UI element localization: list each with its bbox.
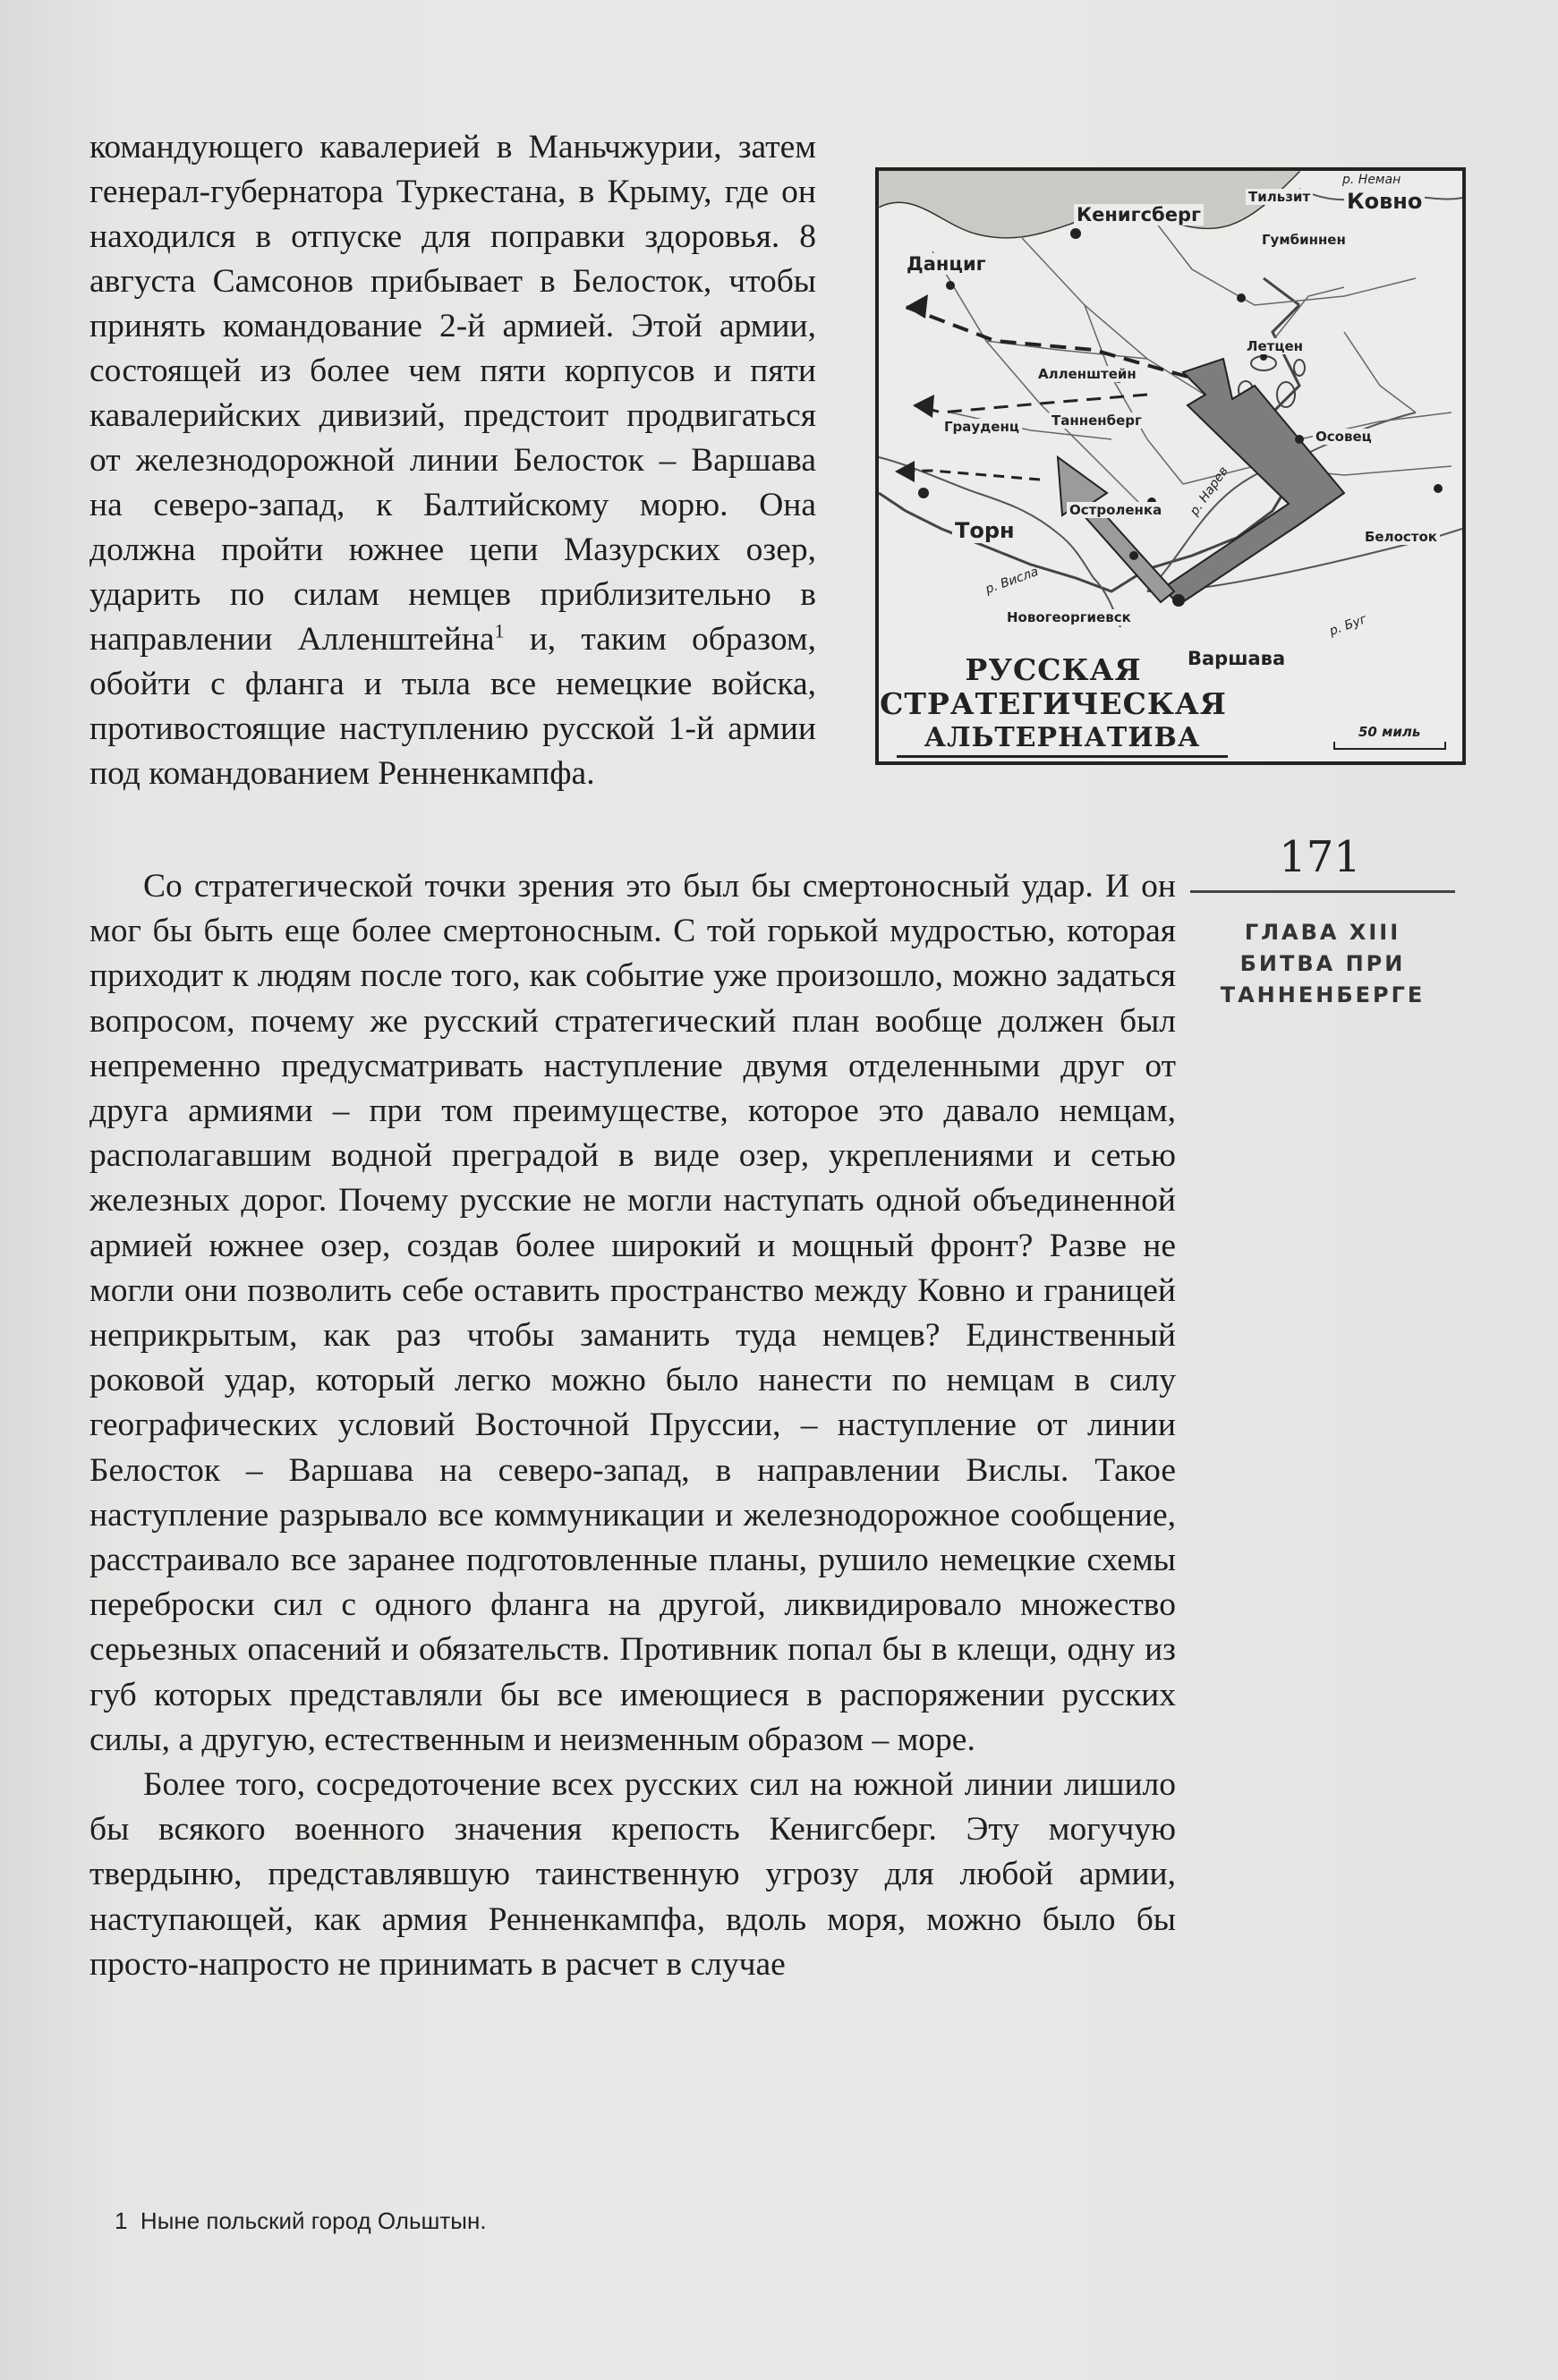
intro-text-continued: и, таким образом, обойти с фланга и тыла все немецкие войска, противостоящие наступлению русской 1-й армии под командованием Ренненкампфа. [89, 621, 816, 792]
body-paragraph: Более того, сосредоточение всех русских сил на южной линии лишило бы всякого военного значения крепость Кенигсберг. Эту могучую твердыню, представлявшую таинственную угрозу для любой армии, наступающей, как армия Ренненкампфа, вдоль моря, можно было бы просто-напросто не принимать в расчет в случае [89, 1766, 1176, 1983]
map-title-line-3: АЛЬТЕРНАТИВА [897, 722, 1228, 758]
map-label-warsaw: Варшава [1185, 648, 1288, 669]
map-label-tannenberg: Танненберг [1049, 412, 1145, 429]
map-title-line-1: РУССКАЯ [965, 652, 1142, 687]
map-title-line-2: СТРАТЕГИЧЕСКАЯ [880, 686, 1227, 721]
map-label-ostrolenka: Остроленка [1067, 502, 1164, 518]
intro-paragraph [89, 125, 816, 796]
map-scale-label: 50 миль [1358, 724, 1421, 740]
chapter-label: ГЛАВА XIII [1244, 920, 1401, 945]
map-label-danzig: Данциг [904, 253, 989, 275]
dashed-arrowhead-south [895, 461, 915, 482]
chapter-title-line-2: ТАННЕНБЕРГЕ [1220, 982, 1426, 1007]
body-text [89, 864, 1176, 1987]
dashed-arrowhead-middle [913, 395, 934, 418]
map-label-osovets: Осовец [1313, 429, 1375, 445]
map-scale-bar [1333, 742, 1446, 750]
chapter-title-line-1: БИТВА ПРИ [1239, 951, 1406, 976]
sidebar-rule [1190, 890, 1455, 893]
intro-text: командующего кавалерией в Маньчжурии, затем генерал-губернатора Туркестана, в Крыму, где он находился в отпуске для поправки здоровья. 8 августа Самсонов прибывает в Белосток, чтобы принять командование 2-й армией. Этой армии, состоящей из более чем пяти корпусов и пяти кавалерийских дивизий, предстоит продвигаться от железнодорожной линии Белосток – Варшава на северо-запад, к Балтийскому морю. Она должна пройти южнее цепи Мазурских озер, ударить по силам немцев приблизительно в направлении Алленштейна [89, 129, 816, 658]
map-label-torn: Торн [952, 518, 1017, 543]
map-label-graudenz: Грауденц [941, 419, 1022, 435]
map-label-tilsit: Тильзит [1246, 189, 1313, 205]
dashed-arrow-middle [915, 395, 1147, 412]
railway-network [932, 211, 1452, 511]
footnote [115, 2207, 920, 2235]
map-label-gumbinnen: Гумбиннен [1259, 232, 1349, 248]
chapter-heading [1190, 917, 1455, 1011]
body-paragraph: Со стратегической точки зрения это был бы смертоносный удар. И он мог бы быть еще более смертоносным. С той горькой мудростью, которая приходит к людям после того, как событие уже произошло, можно задаться вопросом, почему же русский стратегический план вообще должен был непременно предусматривать наступление двумя отделенными друг от друга армиями – при том преимуществе, которое это давало немцам, располагавшим водной преградой в виде озер, укреплениями и сетью железных дорог. Почему русские не могли наступать одной объединенной армией южнее озер, создав более широкий и мощный фронт? Разве не могли они позволить себе оставить пространство между Ковно и границей неприкрытым, как раз чтобы заманить туда немцев? Единственный роковой удар, который легко можно было нанести по немцам в силу географических условий Восточной Пруссии, – наступление от линии Белосток – Варшава на северо-запад, в направлении Вислы. Такое наступление разрывало все коммуникации и железнодорожное сообщение, расстраивало все заранее подготовленные планы, рушило немецкие схемы переброски сил с одного фланга на другой, ликвидировало множество серьезных опасений и обязательств. Противник попал бы в клещи, одну из губ которых представляли бы все имеющиеся в распоряжении русских силы, а другую, естественным и неизменным образом – море. [89, 868, 1176, 1758]
map-label-letzen: Летцен [1244, 338, 1306, 354]
map-label-kovno: Ковно [1344, 189, 1425, 214]
map-label-belostok: Белосток [1362, 529, 1440, 545]
footnote-text: Ныне польский город Ольштын. [140, 2207, 487, 2234]
page-number: 171 [1279, 832, 1361, 882]
map-label-neman: р. Неман [1342, 173, 1401, 187]
map-label-konigsberg: Кенигсберг [1074, 204, 1204, 225]
map-label-bug: р. Буг [1327, 612, 1369, 639]
strategic-map [875, 167, 1466, 765]
map-label-narev: р. Нарев [1187, 463, 1231, 519]
footnote-reference[interactable]: 1 [494, 619, 505, 642]
map-label-novogeorgievsk: Новогеоргиевск [1004, 609, 1134, 625]
map-label-vistula: р. Висла [983, 564, 1041, 598]
dashed-arrow-south [897, 471, 1040, 480]
dashed-arrowhead-north [906, 294, 928, 319]
map-label-allenstein: Алленштейн [1035, 366, 1139, 382]
footnote-number: 1 [115, 2207, 128, 2234]
